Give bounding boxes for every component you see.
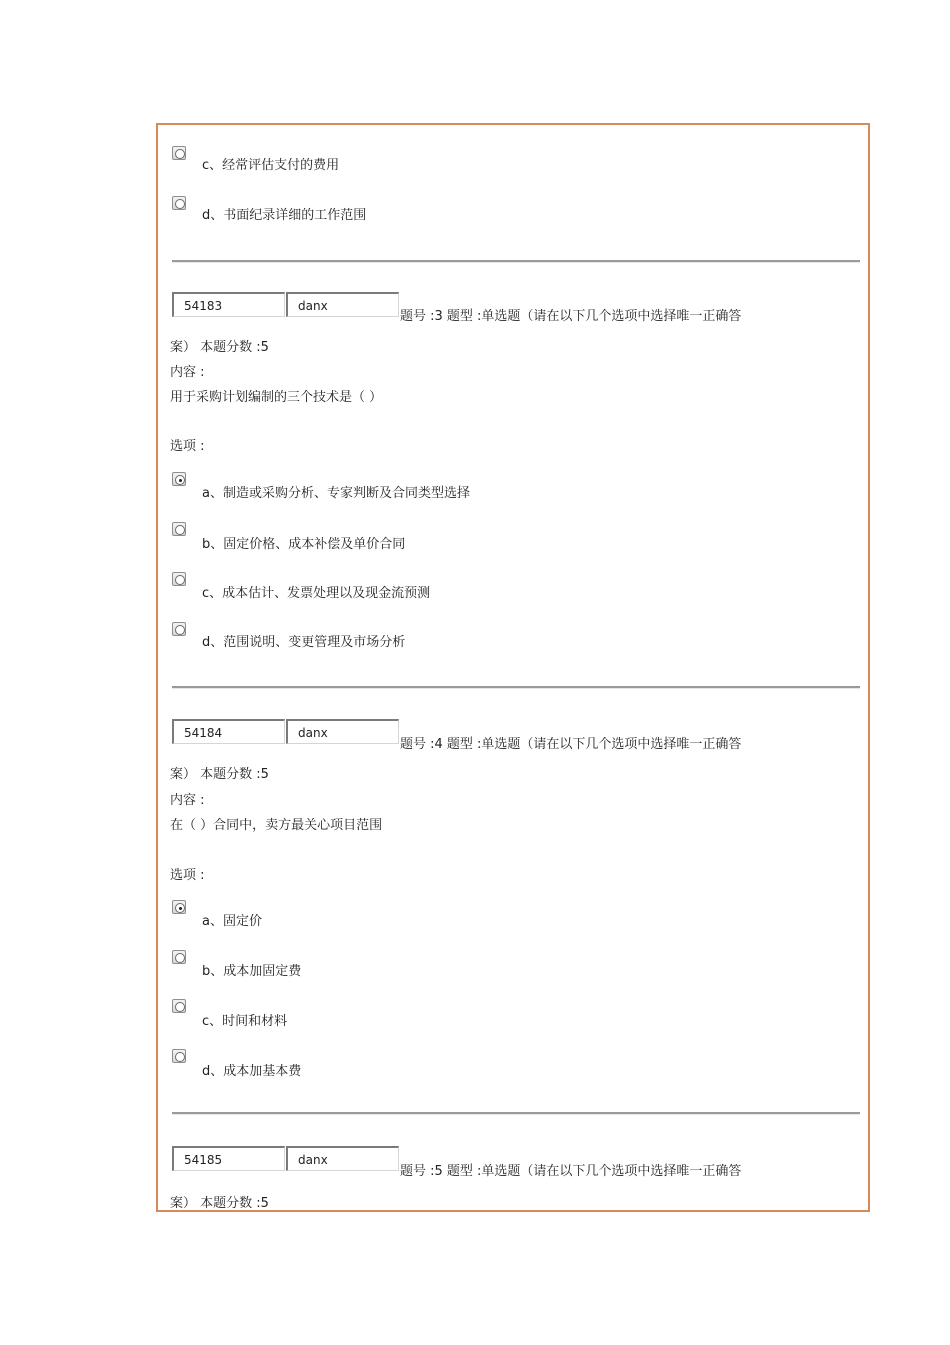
question-meta: 题号 :5 题型 :单选题（请在以下几个选项中选择唯一正确答 bbox=[400, 1164, 742, 1179]
question-type-field[interactable]: danx bbox=[286, 1146, 399, 1171]
radio-button-q3-d[interactable] bbox=[172, 622, 186, 636]
radio-button-q4-c[interactable] bbox=[172, 999, 186, 1013]
question-divider bbox=[172, 686, 860, 689]
radio-button-q3-b[interactable] bbox=[172, 522, 186, 536]
question-score: 案） 本题分数 :5 bbox=[170, 1196, 269, 1211]
options-label: 选项 : bbox=[170, 868, 205, 883]
option-label-q4-c: c、时间和材料 bbox=[202, 1014, 288, 1029]
question-id-field[interactable]: 54184 bbox=[172, 719, 285, 744]
option-label-q4-a: a、固定价 bbox=[202, 914, 262, 929]
question-meta: 题号 :4 题型 :单选题（请在以下几个选项中选择唯一正确答 bbox=[400, 737, 742, 752]
question-type-field[interactable]: danx bbox=[286, 292, 399, 317]
option-label-q4-d: d、成本加基本费 bbox=[202, 1064, 302, 1079]
option-label-q3-a: a、制造或采购分析、专家判断及合同类型选择 bbox=[202, 486, 470, 501]
option-label-q3-b: b、固定价格、成本补偿及单价合同 bbox=[202, 537, 406, 552]
question-score: 案） 本题分数 :5 bbox=[170, 767, 269, 782]
question-score: 案） 本题分数 :5 bbox=[170, 340, 269, 355]
question-type-field[interactable]: danx bbox=[286, 719, 399, 744]
radio-button-q4-b[interactable] bbox=[172, 950, 186, 964]
radio-button-prev-c[interactable] bbox=[172, 146, 186, 160]
option-label-prev-d: d、书面纪录详细的工作范围 bbox=[202, 208, 367, 223]
option-label-prev-c: c、经常评估支付的费用 bbox=[202, 158, 340, 173]
options-label: 选项 : bbox=[170, 439, 205, 454]
radio-button-q4-a[interactable] bbox=[172, 900, 186, 914]
question-divider bbox=[172, 260, 860, 263]
radio-button-prev-d[interactable] bbox=[172, 196, 186, 210]
option-label-q3-c: c、成本估计、发票处理以及现金流预测 bbox=[202, 586, 431, 601]
quiz-frame bbox=[156, 123, 870, 1212]
question-id-field[interactable]: 54183 bbox=[172, 292, 285, 317]
question-content: 用于采购计划编制的三个技术是（ ） bbox=[170, 390, 383, 405]
question-id-field[interactable]: 54185 bbox=[172, 1146, 285, 1171]
radio-button-q3-a[interactable] bbox=[172, 472, 186, 486]
question-divider bbox=[172, 1112, 860, 1115]
question-content: 在（ ）合同中，卖方最关心项目范围 bbox=[170, 818, 383, 833]
content-label: 内容 : bbox=[170, 793, 205, 808]
radio-button-q3-c[interactable] bbox=[172, 572, 186, 586]
content-label: 内容 : bbox=[170, 365, 205, 380]
radio-button-q4-d[interactable] bbox=[172, 1049, 186, 1063]
option-label-q4-b: b、成本加固定费 bbox=[202, 964, 302, 979]
option-label-q3-d: d、范围说明、变更管理及市场分析 bbox=[202, 635, 406, 650]
question-meta: 题号 :3 题型 :单选题（请在以下几个选项中选择唯一正确答 bbox=[400, 309, 742, 324]
